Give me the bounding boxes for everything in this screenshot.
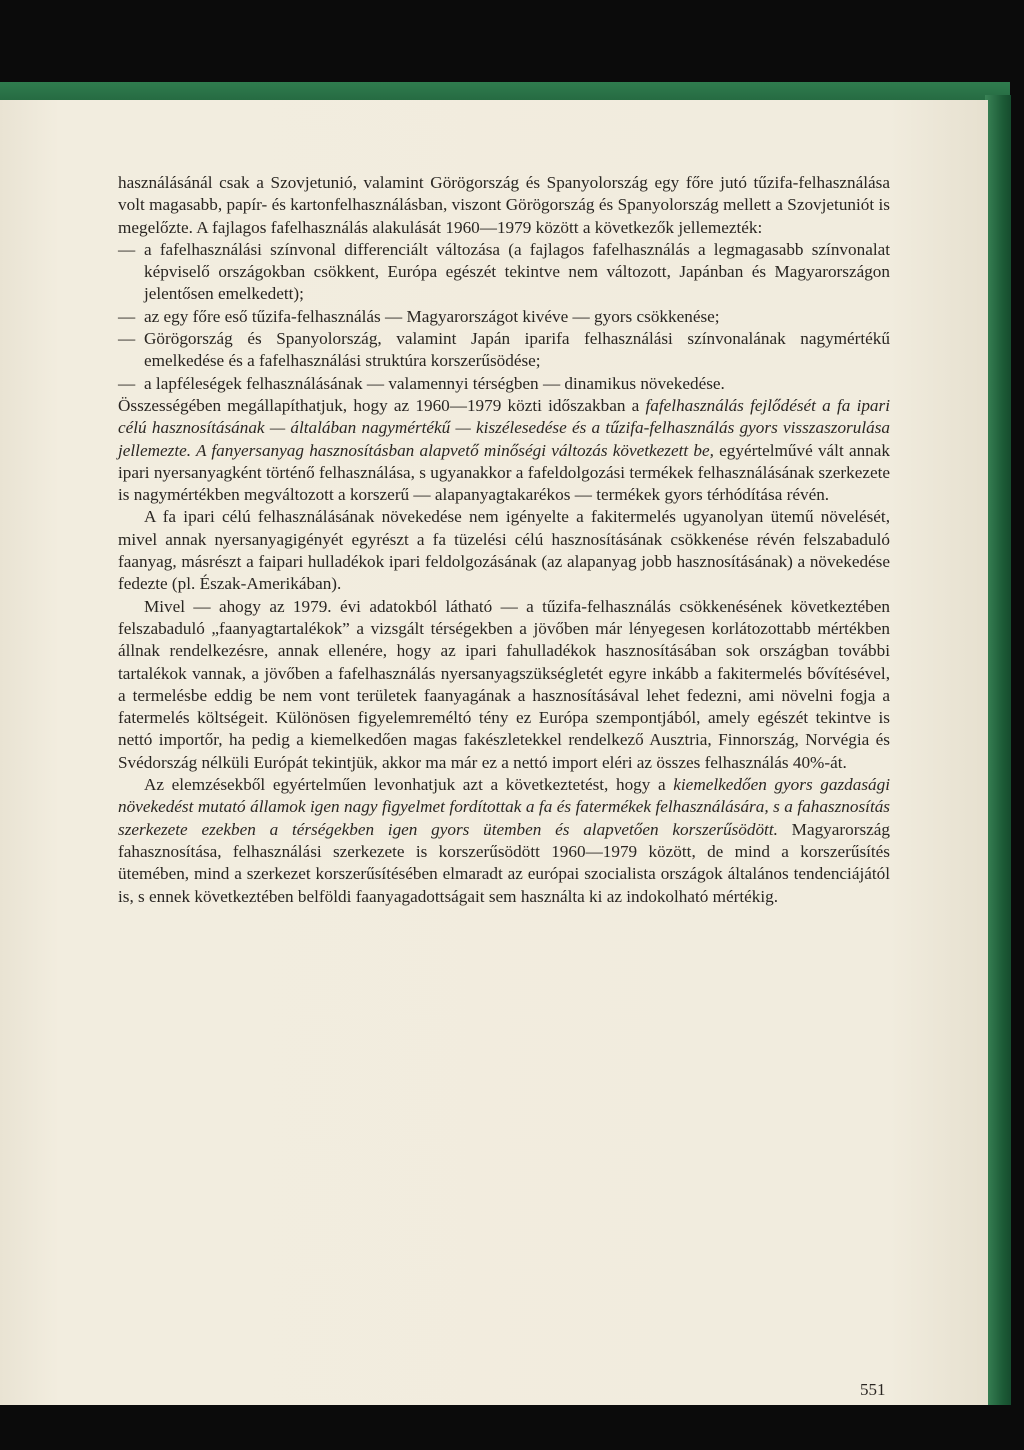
paragraph-3: A fa ipari célú felhasználásának növekedése nem igényelte a fakitermelés ugyanolyan ütemű növelését, mivel annak nyersanyagigényét egyrészt a fa tüzelési célú hasznosításának csökkenése révén felszabaduló faanyag, másrészt a faipari hulladékok ipari feldolgozásának (az alapanyag jobb hasznosításának) a növekedése fedezte (pl. Észak-Amerikában).: [118, 507, 890, 594]
paragraph-1: használásánál csak a Szovjetunió, valamint Görögország és Spanyolország egy főre jutó tűzifa-felhasználása volt magasabb, papír- és kartonfelhasználásban, viszont Görögország és Spanyolország mellett a Szovjetuniót is megelőzte. A fajlagos fafelhasználás alakulását 1960—1979 között a következők jellemezték:: [118, 173, 890, 237]
book-cover-right-edge: [985, 95, 1011, 1405]
emphasis: fafelhasználás fejlődését a fa ipari célú hasznosításának — általában nagymértékű — kiszélesedése és a tűzifa-felhasználás gyors visszaszorulása jellemezte. A fanyersanyag hasznosításban alapvető minőségi változás következett be,: [118, 395, 890, 460]
list-dash: —: [118, 329, 136, 349]
list-dash: —: [118, 373, 136, 393]
page-number: 551: [860, 1380, 886, 1399]
list-item: — a lapféleségek felhasználásának — valamennyi térségben — dinamikus növekedése.: [118, 373, 890, 395]
list-dash: —: [118, 239, 136, 259]
list-item: — Görögország és Spanyolország, valamint Japán iparifa felhasználási színvonalának nagymértékű emelkedése és a fafelhasználási struktúra korszerűsödése;: [118, 329, 890, 371]
paragraph-5: Az elemzésekből egyértelműen levonhatjuk azt a következtetést, hogy a kiemelkedően gyors gazdasági növekedést mutató államok igen nagy figyelmet fordítottak a fa és fatermékek felhasználására, s a fahasznosítás szerkezete ezekben a térségekben igen gyors ütemben és alapvetően korszerűsödött. Magyarország fahasznosítása, felhasználási szerkezete is korszerűsödött 1960—1979 között, de mind a korszerűsítés ütemében, mind a szerkezet korszerűsítésében elmaradt az európai szocialista országok általános tendenciájától is, s ennek következtében belföldi faanyagadottságait sem használta ki az indokolható mértékig.: [118, 775, 890, 906]
page-text: [118, 172, 890, 908]
list-item: — a fafelhasználási színvonal differenciált változása (a fajlagos fafelhasználás a legmagasabb színvonalat képviselő országokban csökkent, Európa egészét tekintve nem változott, Japánban és Magyarországon jelentősen emelkedett);: [118, 239, 890, 304]
list-item: — az egy főre eső tűzifa-felhasználás — Magyarországot kivéve — gyors csökkenése;: [118, 306, 890, 328]
list-dash: —: [118, 306, 136, 326]
paragraph-4: Mivel — ahogy az 1979. évi adatokból látható — a tűzifa-felhasználás csökkenésének következtében felszabaduló „faanyagtartalékok” a vizsgált térségekben a jövőben már lényegesen korlátozottabb mértékben állnak rendelkezésre, annak ellenére, hogy az ipari fahulladékok hasznosításában sok országban további tartalékok vannak, a jövőben a fafelhasználás nyersanyagszükségletét egyre inkább a fakitermelés bővítésével, a termelésbe eddig be nem vont területek faanyagának a hasznosításával lehet fedezni, ami növelni fogja a fatermelés költségeit. Különösen figyelemreméltó tény ez Európa szempontjából, amely egészét tekintve is nettó importőr, ha pedig a kiemelkedően magas fakészletekkel rendelkező Ausztria, Finnország, Norvégia és Svédország nélküli Európát tekintjük, akkor ma már ez a nettó import eléri az összes felhasználás 40%-át.: [118, 596, 890, 772]
emphasis: kiemelkedően gyors gazdasági növekedést mutató államok igen nagy figyelmet fordítottak a fa és fatermékek felhasználására, s a fahasznosítás szerkezete ezekben a térségekben igen gyors ütemben és alapvetően korszerűsödött.: [118, 775, 890, 839]
paragraph-2: Összességében megállapíthatjuk, hogy az 1960—1979 közti időszakban a fafelhasználás fejlődését a fa ipari célú hasznosításának — általában nagymértékű — kiszélesedése és a tűzifa-felhasználás gyors visszaszorulása jellemezte. A fanyersanyag hasznosításban alapvető minőségi változás következett be, egyértelművé vált annak ipari nyersanyagként történő felhasználása, s ugyanakkor a fafeldolgozási termékek felhasználásának szerkezete is nagymértékben megváltozott a korszerű — alapanyagtakarékos — termékek gyors térhódítása révén.: [118, 395, 890, 505]
